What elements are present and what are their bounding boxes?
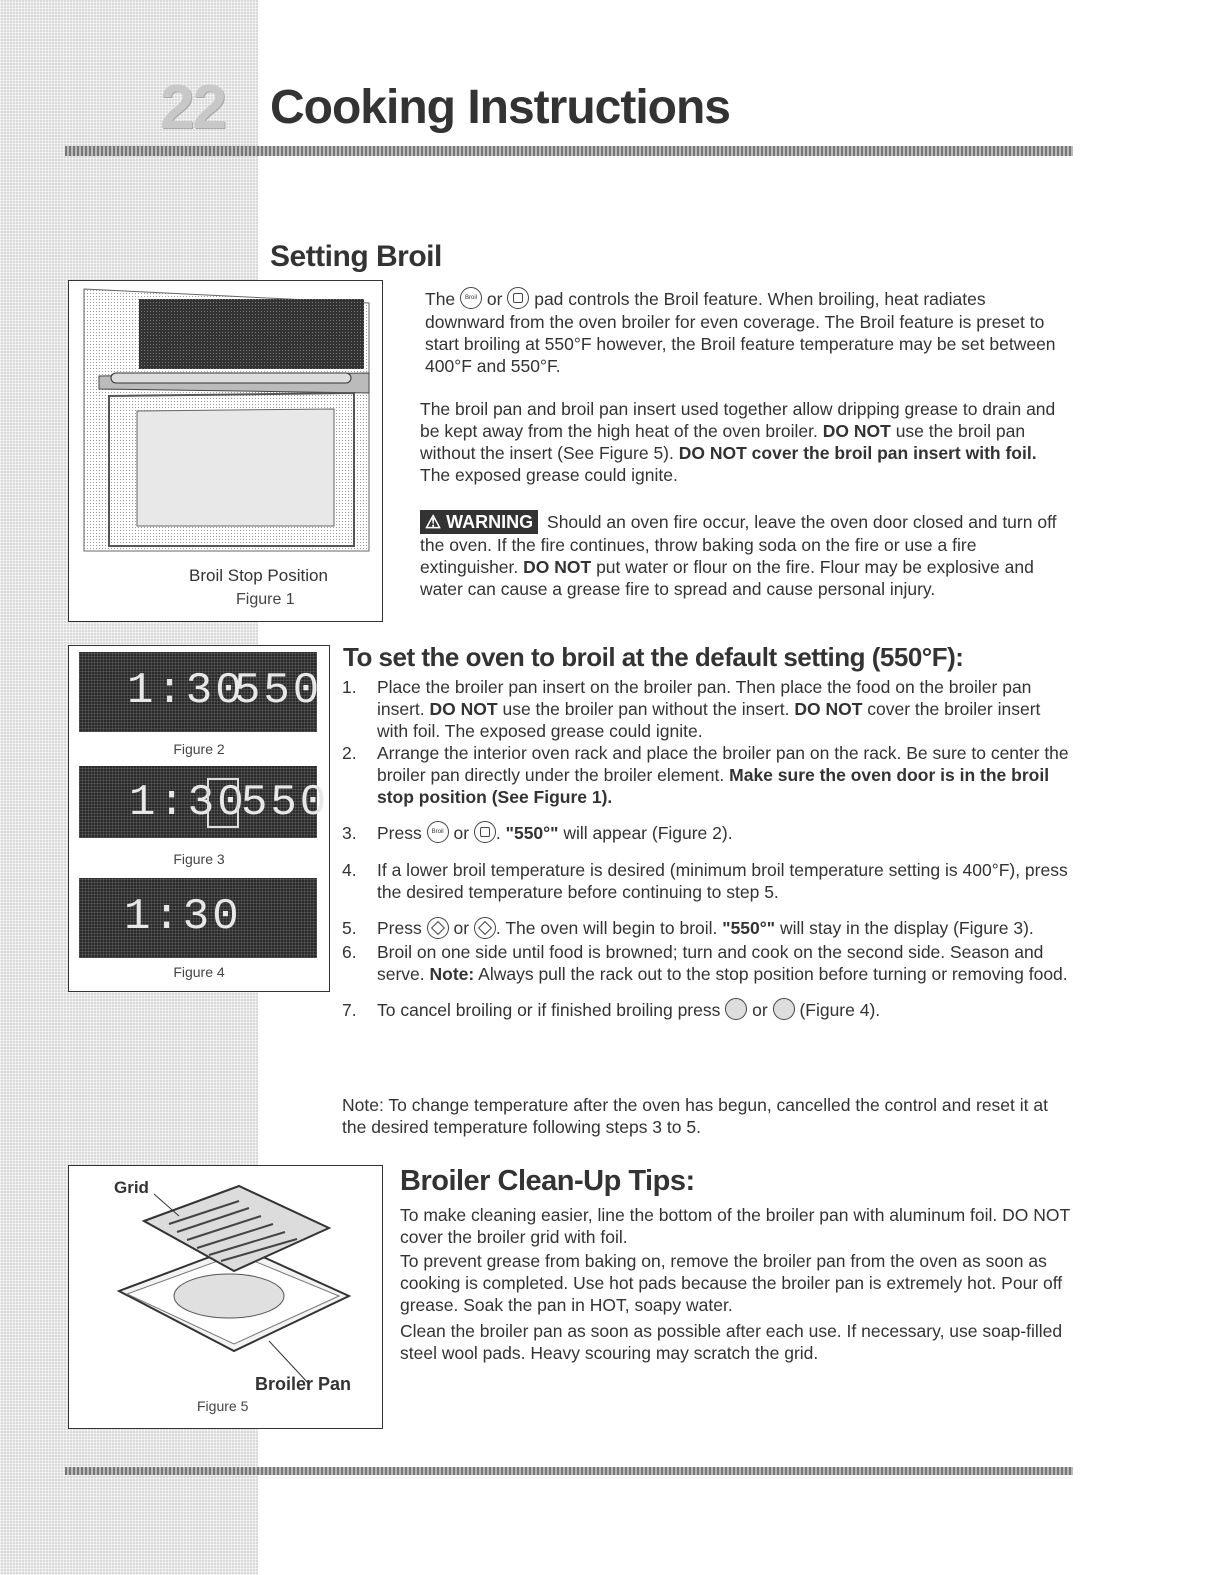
p2-text-c: use the broil pan without the insert (See Figure 5).	[420, 421, 1026, 463]
page-title: Cooking Instructions	[270, 81, 730, 134]
warning-badge: ⚠ WARNING	[420, 510, 538, 534]
figure-1-box	[68, 280, 383, 622]
step-5-text-d: "550°"	[722, 918, 776, 939]
lcd-temp-fig2: 550	[234, 666, 323, 716]
broiler-pan-label: Broiler Pan	[255, 1374, 352, 1394]
lcd-display-fig3	[79, 766, 330, 838]
step-7	[342, 999, 1072, 1022]
figure-1-caption: Figure 1	[236, 591, 295, 608]
cancel-round-pad-icon	[773, 998, 795, 1020]
step-5-text-c: . The oven will begin to broil.	[495, 918, 718, 939]
step-3-text-a: Press	[377, 823, 422, 843]
p1-text-a: The	[425, 289, 456, 309]
step-3-text-e: will appear (Figure 2).	[563, 823, 733, 843]
step-6-text-b: Note:	[429, 963, 475, 984]
warning-text-c: put water or flour on the fire. Flour may be explosive and water can cause a grease fire to spread and cause personal injury.	[420, 557, 1034, 599]
lcd-temp-fig3: 550	[241, 778, 330, 828]
figure-5-caption: Figure 5	[197, 1398, 249, 1414]
step-2	[342, 742, 1072, 808]
figure-1-label: Broil Stop Position	[189, 566, 328, 585]
step-1-text-d: DO NOT	[794, 699, 863, 719]
step-5-number: 5.	[342, 918, 357, 939]
warning-paragraph	[420, 510, 1070, 600]
broil-pad-icon: Broil	[427, 821, 449, 843]
p2-text-e: The exposed grease could ignite.	[420, 465, 678, 485]
lcd-time-fig4: 1:30	[124, 892, 242, 942]
step-2-text-a: Arrange the interior oven rack and place the broiler pan on the rack. Be sure to center the broiler pan directly under the broiler element.	[377, 743, 1069, 785]
broil-steps-list	[342, 676, 1072, 1022]
bottom-divider	[65, 1467, 1073, 1475]
warning-text-b: DO NOT	[523, 557, 592, 577]
p1-text-b: or	[486, 289, 503, 309]
step-5-text-e: will stay in the display (Figure 3).	[779, 918, 1034, 939]
step-2-text-b: Make sure the oven door is in the broil stop position (See Figure 1).	[377, 765, 1050, 807]
step-3	[342, 822, 1072, 845]
lcd-broil-indicator	[207, 778, 239, 828]
lcd-display-fig2	[79, 652, 323, 732]
setting-broil-heading: Setting Broil	[270, 240, 442, 273]
lcd-time-fig3: 1:30	[129, 778, 247, 828]
step-3-number: 3.	[342, 823, 357, 843]
step-2-number: 2.	[342, 743, 357, 763]
step-6-number: 6.	[342, 941, 357, 962]
step-1-number: 1.	[342, 677, 357, 697]
cleanup-heading: Broiler Clean-Up Tips:	[400, 1165, 695, 1197]
step-6	[342, 941, 1072, 985]
p1-text-c: pad controls the Broil feature. When broiling, heat radiates downward from the oven broiler for even coverage. The Broil feature is preset to start broiling at 550°F however, the Broil feature temperature may be set between 400°F and 550°F.	[425, 289, 1056, 377]
title-divider	[65, 146, 1073, 156]
step-5	[342, 917, 1072, 940]
figure-5-box	[68, 1165, 383, 1429]
lcd-figures-box	[68, 645, 330, 992]
start-pad-icon	[427, 917, 449, 939]
step-1-text-b: DO NOT	[429, 699, 498, 719]
cleanup-p3: Clean the broiler pan as soon as possible after each use. If necessary, use soap-filled steel wool pads. Heavy scouring may scratch the grid.	[400, 1321, 1063, 1363]
step-1-text-c: use the broiler pan without the insert.	[502, 699, 790, 719]
step-4-number: 4.	[342, 860, 357, 881]
step-3-text-c: .	[495, 823, 501, 843]
default-setting-heading: To set the oven to broil at the default setting (550°F):	[343, 642, 964, 672]
lcd-time-fig2: 1:30	[127, 666, 245, 716]
broil-square-pad-icon	[507, 287, 529, 309]
p2-text-b: DO NOT	[822, 421, 891, 441]
step-7-text-c: (Figure 4).	[799, 999, 881, 1020]
warning-text-a: Should an oven fire occur, leave the oven door closed and turn off the oven. If the fire continues, throw baking soda on the fire or use a fire extinguisher.	[420, 512, 1057, 577]
grid-label: Grid	[114, 1178, 149, 1197]
setting-broil-p1	[425, 288, 1065, 377]
figure-3-caption: Figure 3	[173, 851, 225, 867]
start-round-pad-icon	[474, 917, 496, 939]
step-7-text-b: or	[752, 999, 768, 1020]
page-number: 22	[160, 73, 225, 142]
step-7-text-a: To cancel broiling or if finished broiling press	[377, 999, 721, 1020]
lcd-display-fig4	[79, 878, 317, 958]
step-3-text-d: "550°"	[505, 823, 559, 843]
step-1	[342, 676, 1072, 742]
p2-text-d: DO NOT cover the broil pan insert with foil.	[678, 443, 1037, 463]
step-6-text-c: Always pull the rack out to the stop position before turning or removing food.	[478, 963, 1068, 984]
step-4-text: If a lower broil temperature is desired (minimum broil temperature setting is 400°F), press the desired temperature before continuing to step 5.	[377, 860, 1068, 903]
step-3-text-b: or	[453, 823, 470, 843]
step-7-number: 7.	[342, 999, 357, 1020]
cancel-pad-icon	[725, 998, 747, 1020]
broil-square-pad-icon	[474, 821, 496, 843]
p2-text-a: The broil pan and broil pan insert used together allow dripping grease to drain and be kept away from the high heat of the oven broiler.	[420, 399, 1056, 441]
step-5-text-b: or	[453, 918, 470, 939]
temperature-change-note: Note: To change temperature after the oven has begun, cancelled the control and reset it at the desired temperature following steps 3 to 5.	[342, 1095, 1048, 1137]
step-1-text-a: Place the broiler pan insert on the broiler pan. Then place the food on the broiler pan insert.	[377, 677, 1032, 719]
cleanup-p2: To prevent grease from baking on, remove the broiler pan from the oven as soon as cooking is completed. Use hot pads because the broiler pan is extremely hot. Pour off grease. Soak the pan in HOT, soapy water.	[400, 1251, 1063, 1315]
broil-pad-icon: Broil	[460, 287, 482, 309]
step-4	[342, 859, 1072, 903]
step-5-text-a: Press	[377, 918, 422, 939]
cleanup-p1: To make cleaning easier, line the bottom of the broiler pan with aluminum foil. DO NOT cover the broiler grid with foil.	[400, 1205, 1070, 1247]
step-1-text-e: cover the broiler insert with foil. The exposed grease could ignite.	[377, 699, 1041, 741]
setting-broil-p2	[420, 398, 1068, 486]
figure-2-caption: Figure 2	[173, 741, 225, 757]
step-6-text-a: Broil on one side until food is browned; turn and cook on the second side. Season and serve.	[377, 941, 1044, 984]
figure-4-caption: Figure 4	[173, 964, 225, 980]
